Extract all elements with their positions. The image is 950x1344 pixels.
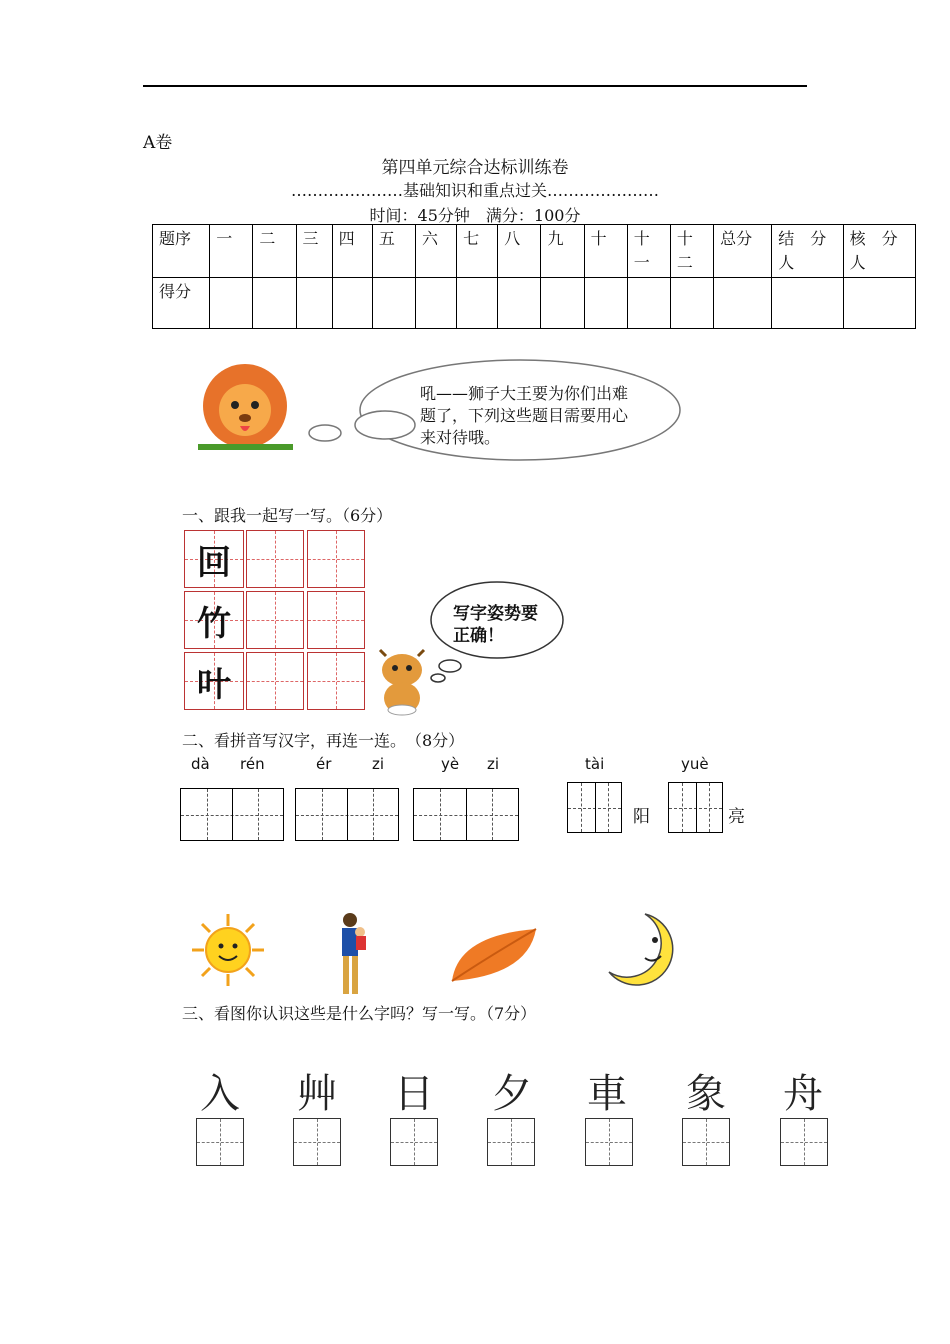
writing-grid[interactable]	[390, 1118, 438, 1166]
score-header-cell: 四	[332, 225, 372, 278]
parent-child-icon	[328, 910, 376, 998]
score-input-cell[interactable]	[584, 278, 627, 329]
score-header-cell: 二	[253, 225, 296, 278]
q3-heading: 三、看图你认识这些是什么字吗？写一写。（7分）	[182, 1004, 537, 1023]
q1-heading: 一、跟我一起写一写。（6分）	[182, 506, 393, 525]
model-char: 叶	[197, 664, 231, 705]
writing-grid[interactable]	[307, 652, 365, 710]
score-input-cell[interactable]	[498, 278, 541, 329]
ancient-glyph: 入	[200, 1071, 240, 1117]
writing-grid[interactable]	[585, 1118, 633, 1166]
cow-speech: 写字姿势要正确！	[453, 604, 538, 646]
sun-icon	[190, 912, 266, 988]
score-header-cell: 十二	[670, 225, 713, 278]
writing-grid[interactable]	[246, 530, 304, 588]
paper-subtitle: …………………基础知识和重点过关…………………	[290, 181, 659, 200]
writing-grid[interactable]	[307, 530, 365, 588]
answer-box-small[interactable]	[668, 782, 723, 833]
writing-grid[interactable]	[246, 652, 304, 710]
answer-box-pair[interactable]	[295, 788, 399, 841]
score-header-cell: 十一	[627, 225, 670, 278]
score-header-cell: 六	[415, 225, 456, 278]
paper-version: A卷	[143, 133, 173, 153]
score-header-cell: 核 分人	[843, 225, 915, 278]
score-input-cell[interactable]	[843, 278, 915, 329]
score-header-cell: 九	[541, 225, 584, 278]
ancient-glyph: 象	[686, 1071, 726, 1117]
time-score-info: 时间：45分钟 满分：100分	[369, 206, 581, 225]
score-header-cell: 八	[498, 225, 541, 278]
writing-grid[interactable]	[196, 1118, 244, 1166]
score-header-cell: 结 分人	[772, 225, 843, 278]
score-input-cell[interactable]	[670, 278, 713, 329]
q2-heading: 二、看拼音写汉字，再连一连。 （8分）	[182, 731, 465, 750]
ancient-glyph: 舟	[783, 1071, 823, 1117]
pinyin: ér	[316, 755, 332, 773]
score-input-cell[interactable]	[415, 278, 456, 329]
writing-grid[interactable]	[682, 1118, 730, 1166]
pinyin: tài	[585, 755, 605, 773]
score-input-cell[interactable]	[372, 278, 415, 329]
pinyin: yè	[441, 755, 460, 773]
score-header-cell: 题序	[153, 225, 210, 278]
writing-grid[interactable]	[487, 1118, 535, 1166]
writing-grid[interactable]	[293, 1118, 341, 1166]
tail-char: 亮	[728, 807, 745, 827]
leaf-icon	[448, 925, 540, 985]
score-header-cell: 总分	[714, 225, 772, 278]
score-input-cell[interactable]	[714, 278, 772, 329]
score-table	[152, 224, 916, 329]
pinyin: zi	[372, 755, 385, 773]
paper-title: 第四单元综合达标训练卷	[381, 158, 569, 178]
score-input-cell[interactable]	[457, 278, 498, 329]
score-row-label: 得分	[153, 278, 210, 329]
answer-box-pair[interactable]	[413, 788, 519, 841]
writing-grid[interactable]	[780, 1118, 828, 1166]
pinyin: rén	[240, 755, 265, 773]
score-input-cell[interactable]	[627, 278, 670, 329]
score-input-cell[interactable]	[332, 278, 372, 329]
score-header-cell: 七	[457, 225, 498, 278]
score-input-cell[interactable]	[296, 278, 332, 329]
moon-icon	[605, 910, 675, 986]
ancient-glyph: 車	[587, 1071, 627, 1117]
copy-grid-model	[184, 652, 244, 710]
score-input-cell[interactable]	[541, 278, 584, 329]
score-header-cell: 一	[210, 225, 253, 278]
copy-grid-model	[184, 530, 244, 588]
top-rule	[143, 85, 807, 87]
score-header-cell: 十	[584, 225, 627, 278]
score-header-cell: 三	[296, 225, 332, 278]
lion-icon	[190, 358, 305, 458]
score-input-cell[interactable]	[772, 278, 843, 329]
model-char: 回	[197, 542, 231, 583]
pinyin: yuè	[681, 755, 709, 773]
ancient-glyph: 日	[394, 1071, 434, 1117]
writing-grid[interactable]	[307, 591, 365, 649]
copy-grid-model	[184, 591, 244, 649]
score-header-cell: 五	[372, 225, 415, 278]
pinyin: zi	[487, 755, 500, 773]
answer-box-pair[interactable]	[180, 788, 284, 841]
score-input-cell[interactable]	[210, 278, 253, 329]
tail-char: 阳	[633, 807, 650, 827]
answer-box-small[interactable]	[567, 782, 622, 833]
pinyin: dà	[191, 755, 210, 773]
score-input-cell[interactable]	[253, 278, 296, 329]
writing-grid[interactable]	[246, 591, 304, 649]
lion-speech: 吼——狮子大王要为你们出难题了，下列这些题目需要用心来对待哦。	[420, 384, 629, 447]
ancient-glyph: 艸	[297, 1071, 337, 1117]
model-char: 竹	[197, 603, 231, 644]
cow-icon	[372, 648, 437, 718]
ancient-glyph: 夕	[492, 1071, 532, 1117]
